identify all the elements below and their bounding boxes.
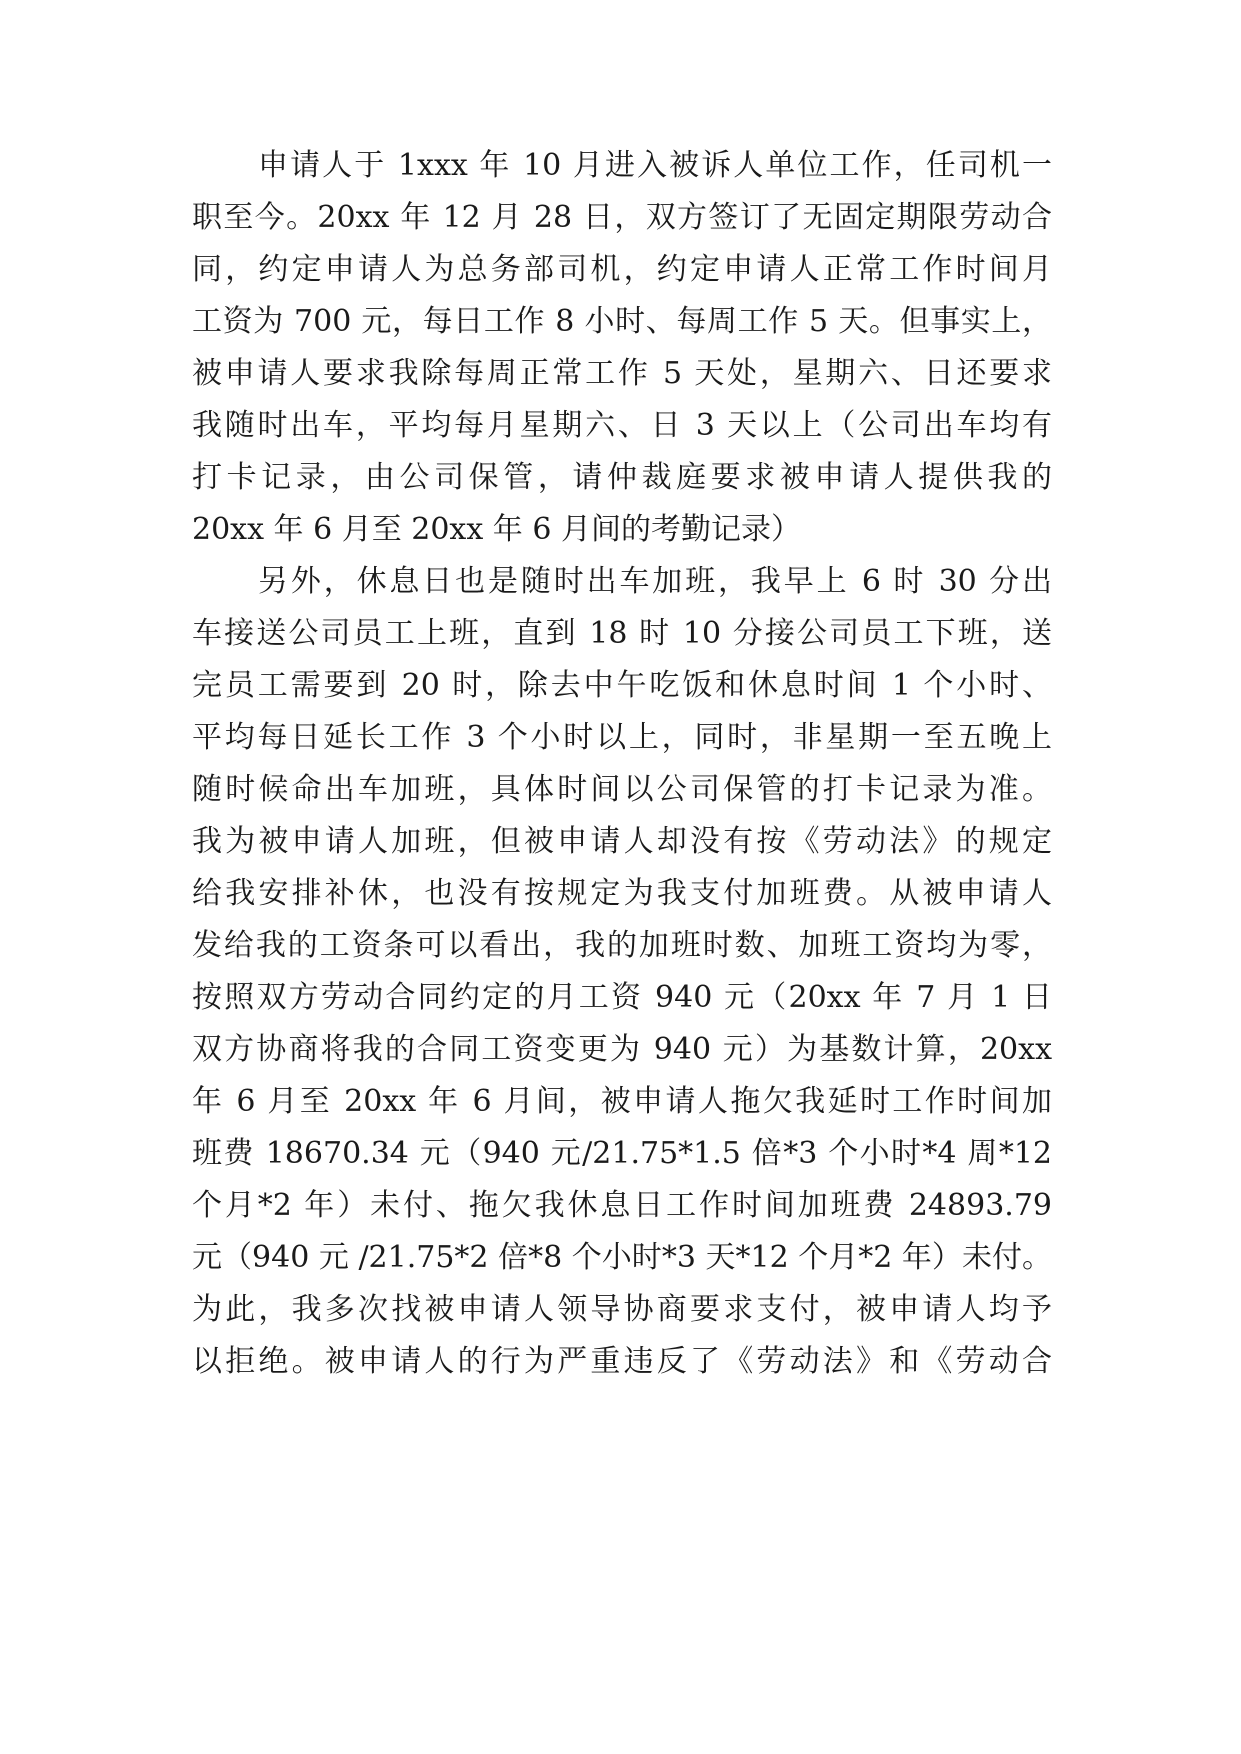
paragraph-2-line-14: 元（940 元 /21.75*2 倍*8 个小时*3 天*12 个月*2 年）未付。 [192, 1240, 1052, 1275]
paragraph-2-line-12: 班费 18670.34 元（940 元/21.75*1.5 倍*3 个小时*4 周*12 [192, 1136, 1052, 1171]
paragraph-2-line-8: 发给我的工资条可以看出，我的加班时数、加班工资均为零， [192, 928, 1052, 963]
paragraph-2-line-1: 另外，休息日也是随时出车加班，我早上 6 时 30 分出 [258, 564, 1052, 599]
paragraph-2-line-9: 按照双方劳动合同约定的月工资 940 元（20xx 年 7 月 1 日 [192, 980, 1052, 1015]
paragraph-1-line-8: 20xx 年 6 月至 20xx 年 6 月间的考勤记录） [192, 512, 801, 547]
paragraph-2-line-7: 给我安排补休，也没有按规定为我支付加班费。从被申请人 [192, 876, 1052, 911]
paragraph-2-line-16: 以拒绝。被申请人的行为严重违反了《劳动法》和《劳动合 [192, 1344, 1052, 1379]
paragraph-1-line-4: 工资为 700 元，每日工作 8 小时、每周工作 5 天。但事实上， [192, 304, 1052, 339]
paragraph-1-line-3: 同，约定申请人为总务部司机，约定申请人正常工作时间月 [192, 252, 1052, 287]
paragraph-1-line-1: 申请人于 1xxx 年 10 月进入被诉人单位工作，任司机一 [258, 148, 1052, 183]
paragraph-2-line-6: 我为被申请人加班，但被申请人却没有按《劳动法》的规定 [192, 824, 1052, 859]
paragraph-2-line-13: 个月*2 年）未付、拖欠我休息日工作时间加班费 24893.79 [192, 1188, 1052, 1223]
paragraph-1-line-7: 打卡记录，由公司保管，请仲裁庭要求被申请人提供我的 [192, 460, 1052, 495]
paragraph-2-line-15: 为此，我多次找被申请人领导协商要求支付，被申请人均予 [192, 1292, 1052, 1327]
paragraph-2-line-4: 平均每日延长工作 3 个小时以上，同时，非星期一至五晚上 [192, 720, 1052, 755]
paragraph-2-line-3: 完员工需要到 20 时，除去中午吃饭和休息时间 1 个小时、 [192, 668, 1052, 703]
paragraph-1-line-5: 被申请人要求我除每周正常工作 5 天处，星期六、日还要求 [192, 356, 1052, 391]
paragraph-1-line-6: 我随时出车，平均每月星期六、日 3 天以上（公司出车均有 [192, 408, 1052, 443]
paragraph-2-line-11: 年 6 月至 20xx 年 6 月间，被申请人拖欠我延时工作时间加 [192, 1084, 1052, 1119]
paragraph-2-line-5: 随时候命出车加班，具体时间以公司保管的打卡记录为准。 [192, 772, 1052, 807]
paragraph-2-line-2: 车接送公司员工上班，直到 18 时 10 分接公司员工下班，送 [192, 616, 1052, 651]
paragraph-2-line-10: 双方协商将我的合同工资变更为 940 元）为基数计算，20xx [192, 1032, 1052, 1067]
paragraph-1-line-2: 职至今。20xx 年 12 月 28 日，双方签订了无固定期限劳动合 [192, 200, 1052, 235]
